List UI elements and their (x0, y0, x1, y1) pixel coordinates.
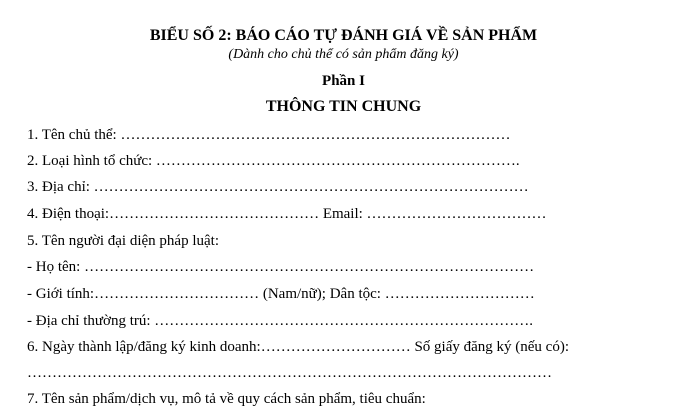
field-full-name: - Họ tên: ……………………………………………………………………………… (27, 259, 535, 275)
field-product-description: 7. Tên sản phẩm/dịch vụ, mô tả về quy cách sản phẩm, tiêu chuẩn: (27, 391, 426, 407)
field-legal-rep: 5. Tên người đại diện pháp luật: (27, 233, 219, 249)
field-org-type: 2. Loại hình tổ chức: ………………………………………………………………. (27, 153, 520, 169)
form-title: BIỂU SỐ 2: BÁO CÁO TỰ ĐÁNH GIÁ VỀ SẢN PHẨM (149, 27, 538, 44)
form-subtitle: (Dành cho chủ thể có sản phẩm đăng ký) (228, 47, 459, 62)
field-owner-name: 1. Tên chủ thể: …………………………………………………………………… (27, 127, 511, 143)
field-continuation-line: …………………………………………………………………………………………… (27, 365, 552, 381)
part-label: Phần I (322, 73, 365, 89)
field-established-registration: 6. Ngày thành lập/đăng ký kinh doanh:………………………… Số giấy đăng ký (nếu có): (27, 339, 570, 355)
field-residence: - Địa chỉ thường trú: …………………………………………………………………. (27, 313, 534, 329)
field-gender-ethnicity: - Giới tính:…………………………… (Nam/nữ); Dân tộc: ………………………… (27, 286, 535, 302)
field-phone-email: 4. Điện thoại:…………………………………… Email: ……………………………… (27, 206, 547, 222)
field-address: 3. Địa chỉ: …………………………………………………………………………… (27, 179, 529, 195)
section-title: THÔNG TIN CHUNG (265, 98, 422, 115)
